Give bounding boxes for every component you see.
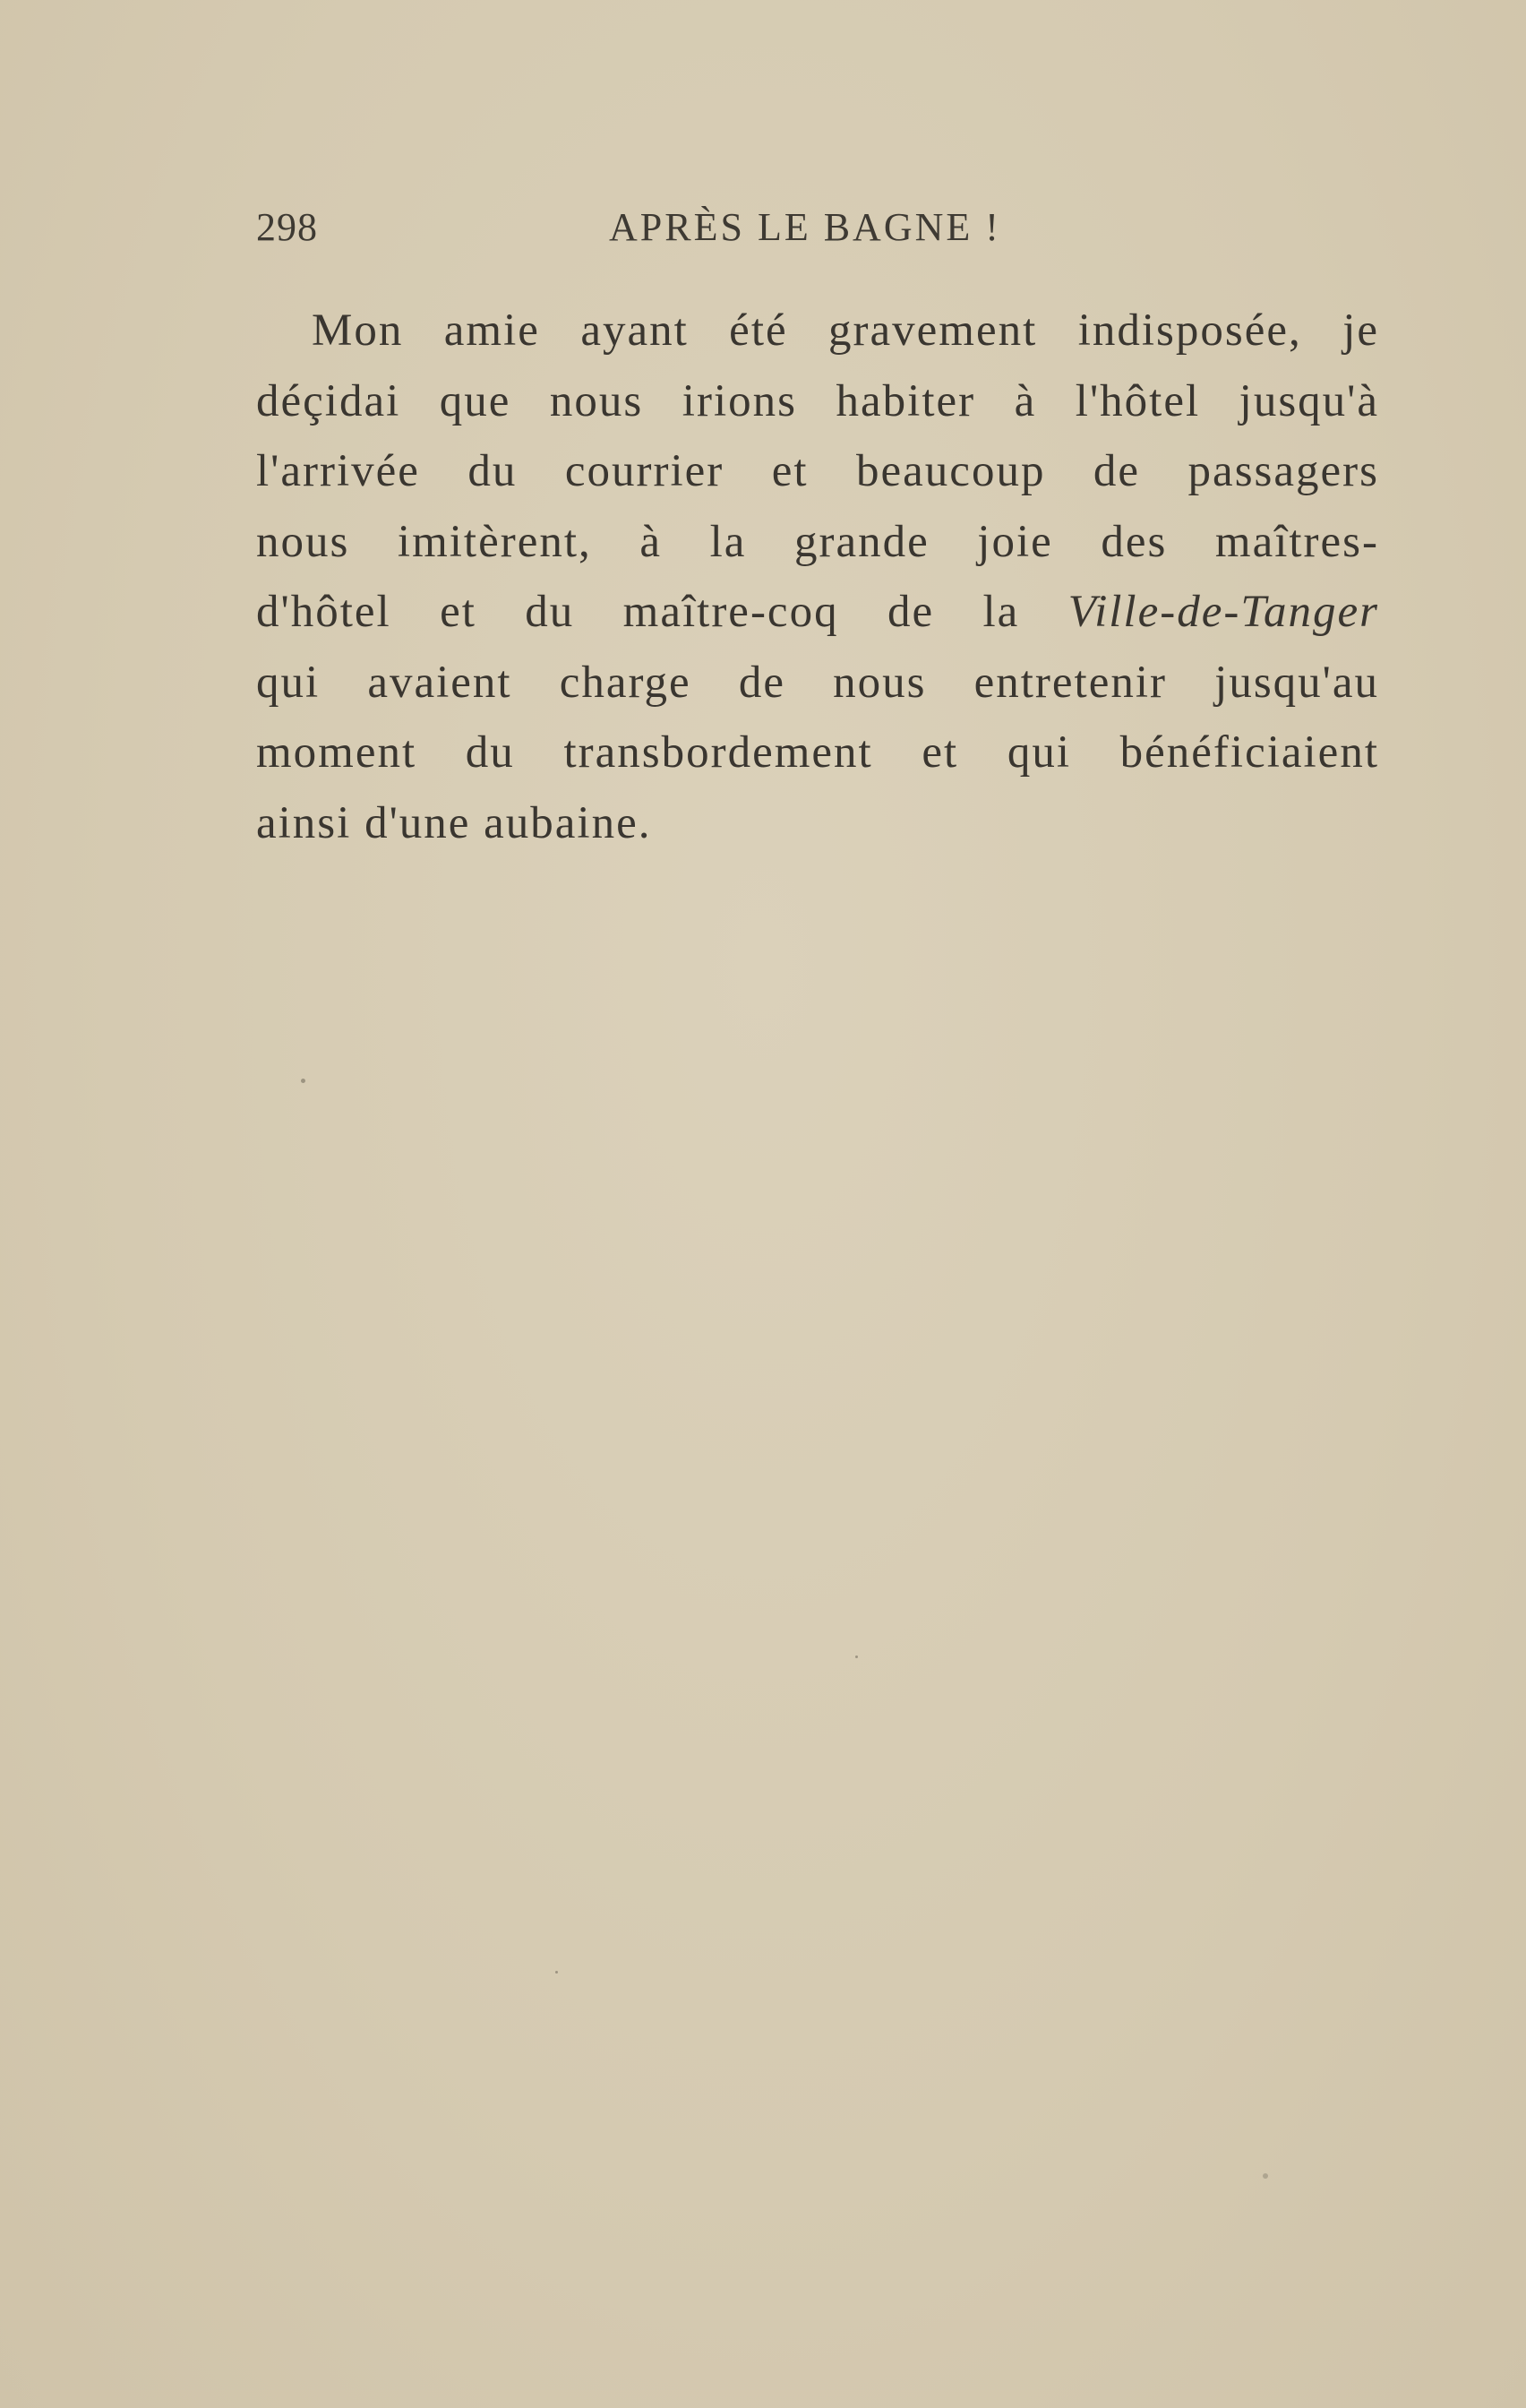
text-line: nous imitèrent, à la grande joie des maîtres- (256, 516, 1379, 567)
text-line: déçidai que nous irions habiter à l'hôtel jusqu'à (256, 375, 1379, 426)
text-segment: d'hôtel et du maître-coq de la (256, 587, 1068, 637)
text-line: l'arrivée du courrier et beaucoup de passagers (256, 446, 1379, 496)
text-line: qui avaient charge de nous entretenir jusqu'au (256, 657, 1379, 708)
text-line: moment du transbordement et qui bénéficiaient (256, 727, 1379, 778)
paper-speck (855, 1656, 858, 1658)
text-line: ainsi d'une aubaine. (256, 797, 652, 848)
ship-name: Ville-de-Tanger (1067, 587, 1379, 637)
running-title: APRÈS LE BAGNE ! (609, 205, 1001, 249)
paper-speck (1263, 2173, 1268, 2179)
text-line-with-ship-name (256, 577, 1379, 648)
page-number: 298 (256, 205, 318, 249)
running-head (256, 204, 1379, 258)
paper-speck (555, 1971, 558, 1974)
text-line: Mon amie ayant été gravement indisposée, je (312, 305, 1379, 356)
body-paragraph (256, 296, 1379, 858)
paper-speck (301, 1079, 305, 1083)
